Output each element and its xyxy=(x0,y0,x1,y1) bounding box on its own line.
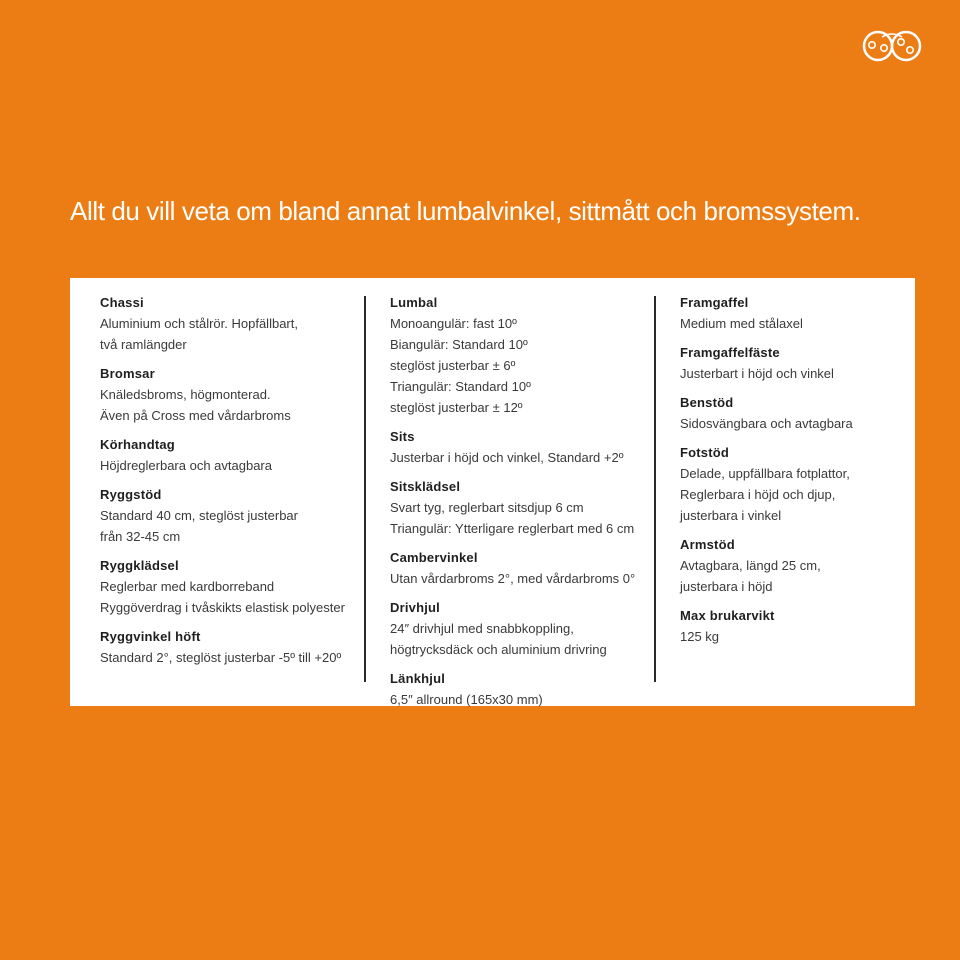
spec-value: justerbara i vinkel xyxy=(680,508,782,523)
spec-heading: Framgaffelfäste xyxy=(680,345,780,360)
spec-section-sitskladsel xyxy=(390,476,655,539)
spec-section-lumbal xyxy=(390,292,655,418)
spec-section-korhandtag xyxy=(100,434,360,476)
spec-value: Aluminium och stålrör. Hopfällbart, xyxy=(100,316,298,331)
spec-heading: Fotstöd xyxy=(680,445,730,460)
spec-section-framgaffel xyxy=(680,292,905,334)
spec-value: Sidosvängbara och avtagbara xyxy=(680,416,853,431)
spec-value: Reglerbar med kardborreband xyxy=(100,579,275,594)
spec-column-1 xyxy=(100,292,360,676)
spec-heading: Ryggklädsel xyxy=(100,558,179,573)
spec-value: Reglerbara i höjd och djup, xyxy=(680,487,836,502)
spec-value: Triangulär: Ytterligare reglerbart med 6 cm xyxy=(390,521,635,536)
spec-heading: Benstöd xyxy=(680,395,734,410)
spec-section-ryggstod xyxy=(100,484,360,547)
spec-value: Höjdreglerbara och avtagbara xyxy=(100,458,272,473)
spec-section-max-brukarvikt xyxy=(680,605,905,647)
spec-heading: Drivhjul xyxy=(390,600,440,615)
spec-value: 125 kg xyxy=(680,629,720,644)
spec-section-bromsar xyxy=(100,363,360,426)
spec-heading: Sitsklädsel xyxy=(390,479,461,494)
spec-section-chassi xyxy=(100,292,360,355)
spec-value: Standard 2°, steglöst justerbar -5º till +20º xyxy=(100,650,342,665)
spec-section-ryggvinkel-hoft xyxy=(100,626,360,668)
spec-heading: Max brukarvikt xyxy=(680,608,775,623)
column-divider xyxy=(364,296,366,682)
brand-logo-icon xyxy=(858,28,926,64)
spec-heading: Länkhjul xyxy=(390,671,446,686)
spec-value: Biangulär: Standard 10º xyxy=(390,337,528,352)
spec-section-lankhjul xyxy=(390,668,655,710)
spec-column-3 xyxy=(680,292,905,655)
spec-value: Justerbar i höjd och vinkel, Standard +2º xyxy=(390,450,624,465)
spec-heading: Chassi xyxy=(100,295,144,310)
page-headline: Allt du vill veta om bland annat lumbalvinkel, sittmått och bromssystem. xyxy=(70,196,861,226)
spec-heading: Armstöd xyxy=(680,537,735,552)
spec-value: steglöst justerbar ± 12º xyxy=(390,400,523,415)
spec-section-armstod xyxy=(680,534,905,597)
spec-panel xyxy=(70,278,915,706)
spec-section-ryggkladsel xyxy=(100,555,360,618)
spec-value: från 32-45 cm xyxy=(100,529,181,544)
spec-value: högtrycksdäck och aluminium drivring xyxy=(390,642,607,657)
spec-value: Svart tyg, reglerbart sitsdjup 6 cm xyxy=(390,500,584,515)
spec-value: två ramlängder xyxy=(100,337,187,352)
spec-section-cambervinkel xyxy=(390,547,655,589)
spec-heading: Körhandtag xyxy=(100,437,175,452)
spec-value: Standard 40 cm, steglöst justerbar xyxy=(100,508,298,523)
spec-section-fotstod xyxy=(680,442,905,526)
spec-value: 6,5″ allround (165x30 mm) xyxy=(390,692,543,707)
spec-heading: Ryggvinkel höft xyxy=(100,629,201,644)
spec-heading: Sits xyxy=(390,429,415,444)
spec-value: Avtagbara, längd 25 cm, xyxy=(680,558,821,573)
spec-heading: Framgaffel xyxy=(680,295,749,310)
spec-section-sits xyxy=(390,426,655,468)
spec-section-drivhjul xyxy=(390,597,655,660)
spec-value: justerbara i höjd xyxy=(680,579,773,594)
spec-value: Delade, uppfällbara fotplattor, xyxy=(680,466,850,481)
spec-heading: Cambervinkel xyxy=(390,550,478,565)
spec-value: Knäledsbroms, högmonterad. xyxy=(100,387,271,402)
spec-heading: Lumbal xyxy=(390,295,438,310)
spec-value: 24″ drivhjul med snabbkoppling, xyxy=(390,621,574,636)
spec-value: Även på Cross med vårdarbroms xyxy=(100,408,291,423)
spec-value: Ryggöverdrag i tvåskikts elastisk polyester xyxy=(100,600,345,615)
spec-section-framgaffelfaste xyxy=(680,342,905,384)
spec-value: Monoangulär: fast 10º xyxy=(390,316,517,331)
spec-value: Medium med stålaxel xyxy=(680,316,803,331)
spec-heading: Bromsar xyxy=(100,366,155,381)
spec-section-benstod xyxy=(680,392,905,434)
spec-value: steglöst justerbar ± 6º xyxy=(390,358,516,373)
column-divider xyxy=(654,296,656,682)
spec-value: Justerbart i höjd och vinkel xyxy=(680,366,834,381)
spec-value: Triangulär: Standard 10º xyxy=(390,379,531,394)
spec-value: Utan vårdarbroms 2°, med vårdarbroms 0° xyxy=(390,571,636,586)
spec-column-2 xyxy=(390,292,655,718)
spec-heading: Ryggstöd xyxy=(100,487,162,502)
